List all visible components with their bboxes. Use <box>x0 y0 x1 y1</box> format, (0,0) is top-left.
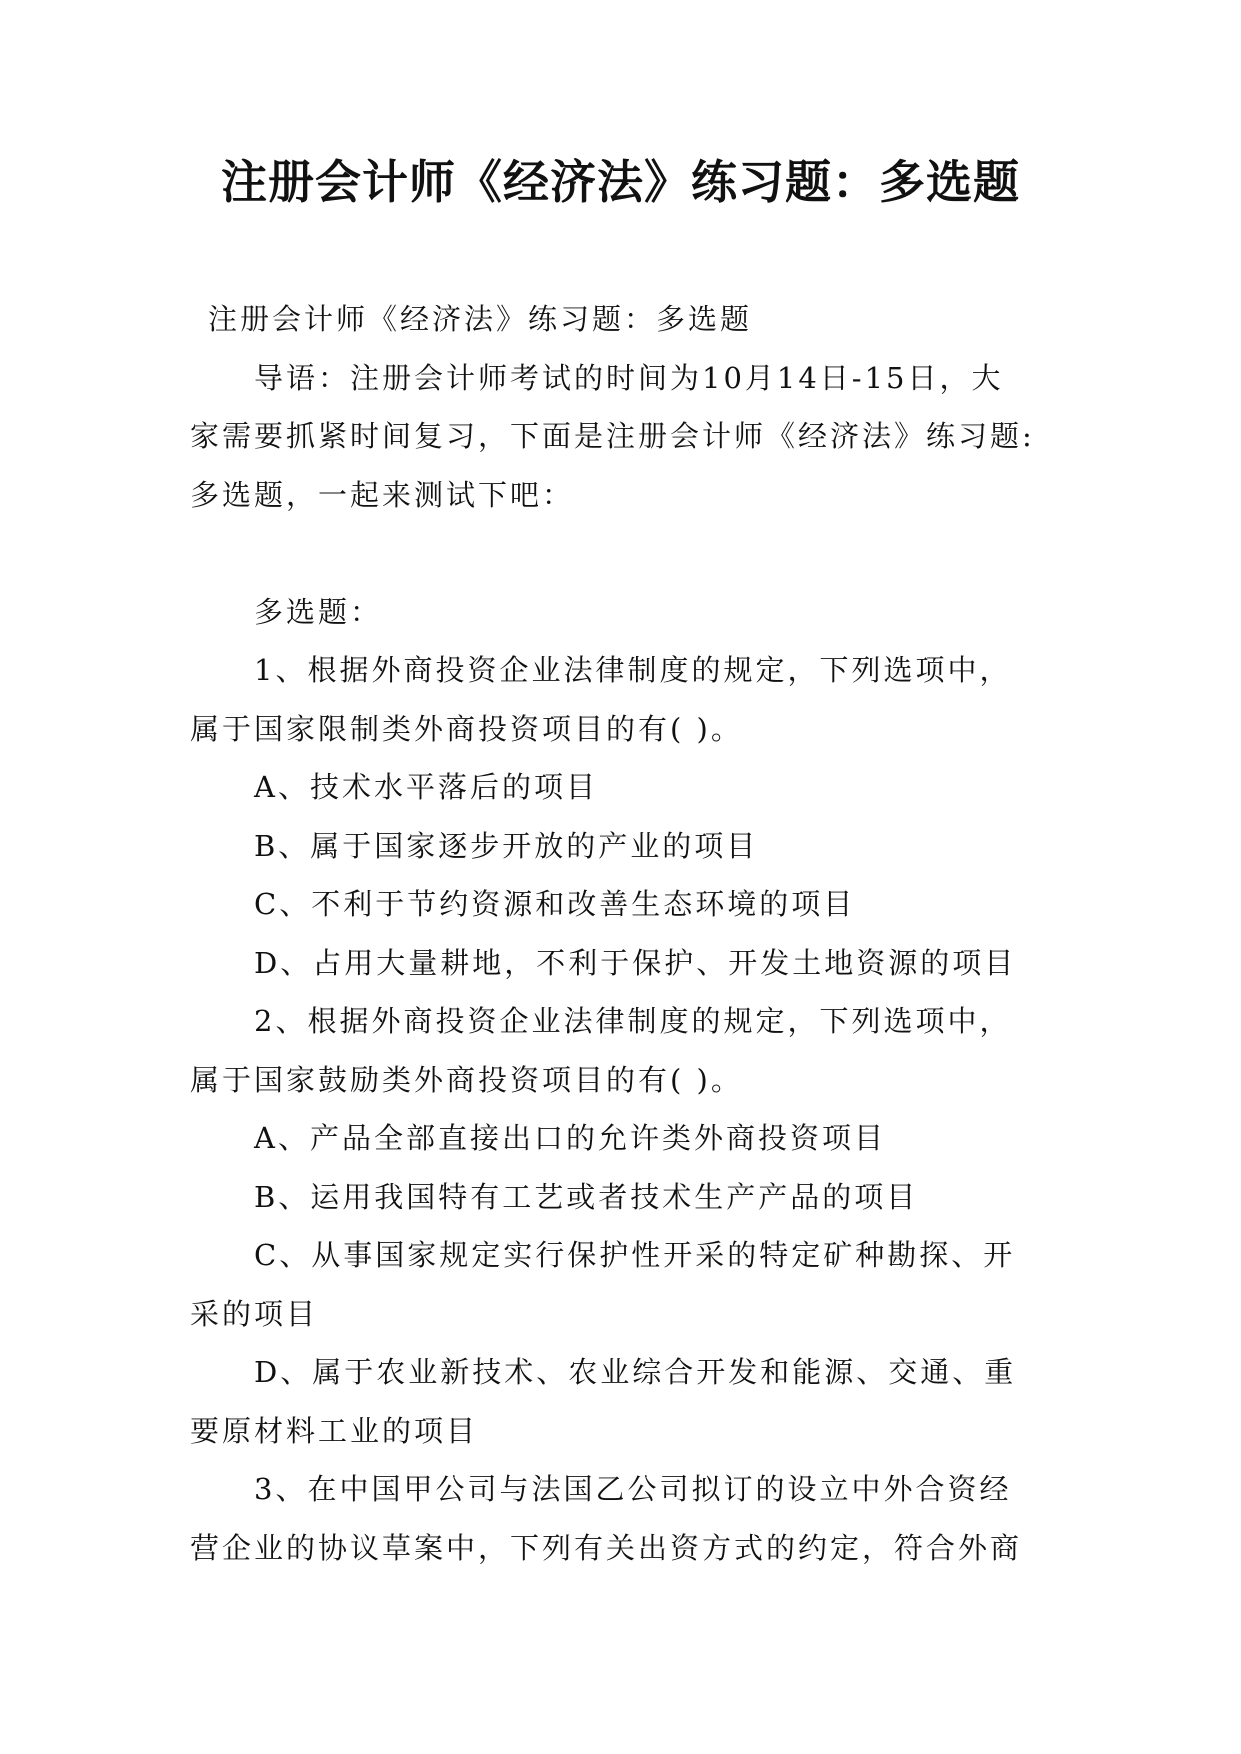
question-stem: 属于国家限制类外商投资项目的有( )。 <box>190 711 743 746</box>
section-heading: 多选题： <box>254 594 383 629</box>
intro-line: 多选题，一起来测试下吧： <box>190 477 575 512</box>
blank-line <box>190 524 1050 583</box>
question-stem: 属于国家鼓励类外商投资项目的有( )。 <box>190 1062 743 1097</box>
question-1 <box>190 641 1050 992</box>
document-body <box>190 290 1050 1577</box>
option-c-continued: 采的项目 <box>190 1296 319 1331</box>
question-stem: 营企业的协议草案中，下列有关出资方式的约定，符合外商 <box>190 1530 1023 1565</box>
intro-line: 导语：注册会计师考试的时间为10月14日-15日，大 <box>254 360 1004 395</box>
option-c: C、从事国家规定实行保护性开采的特定矿种勘探、开 <box>254 1238 1016 1272</box>
option-c: C、不利于节约资源和改善生态环境的项目 <box>254 887 856 921</box>
question-3 <box>190 1460 1050 1577</box>
option-a: A、产品全部直接出口的允许类外商投资项目 <box>254 1121 886 1155</box>
subtitle: 注册会计师《经济法》练习题：多选题 <box>208 302 753 336</box>
option-a: A、技术水平落后的项目 <box>254 770 598 804</box>
option-d: D、属于农业新技术、农业综合开发和能源、交通、重 <box>254 1355 1017 1389</box>
option-d-continued: 要原材料工业的项目 <box>190 1413 479 1448</box>
document-title: 注册会计师《经济法》练习题：多选题 <box>221 155 1020 209</box>
option-d: D、占用大量耕地，不利于保护、开发土地资源的项目 <box>254 945 1017 980</box>
intro-line: 家需要抓紧时间复习，下面是注册会计师《经济法》练习题: <box>190 419 1035 453</box>
question-stem: 1、根据外商投资企业法律制度的规定，下列选项中， <box>254 653 1012 687</box>
question-stem: 3、在中国甲公司与法国乙公司拟订的设立中外合资经 <box>254 1472 1012 1506</box>
question-stem: 2、根据外商投资企业法律制度的规定，下列选项中， <box>254 1004 1012 1038</box>
option-b: B、运用我国特有工艺或者技术生产产品的项目 <box>254 1179 919 1214</box>
question-2 <box>190 992 1050 1460</box>
option-b: B、属于国家逐步开放的产业的项目 <box>254 828 759 863</box>
